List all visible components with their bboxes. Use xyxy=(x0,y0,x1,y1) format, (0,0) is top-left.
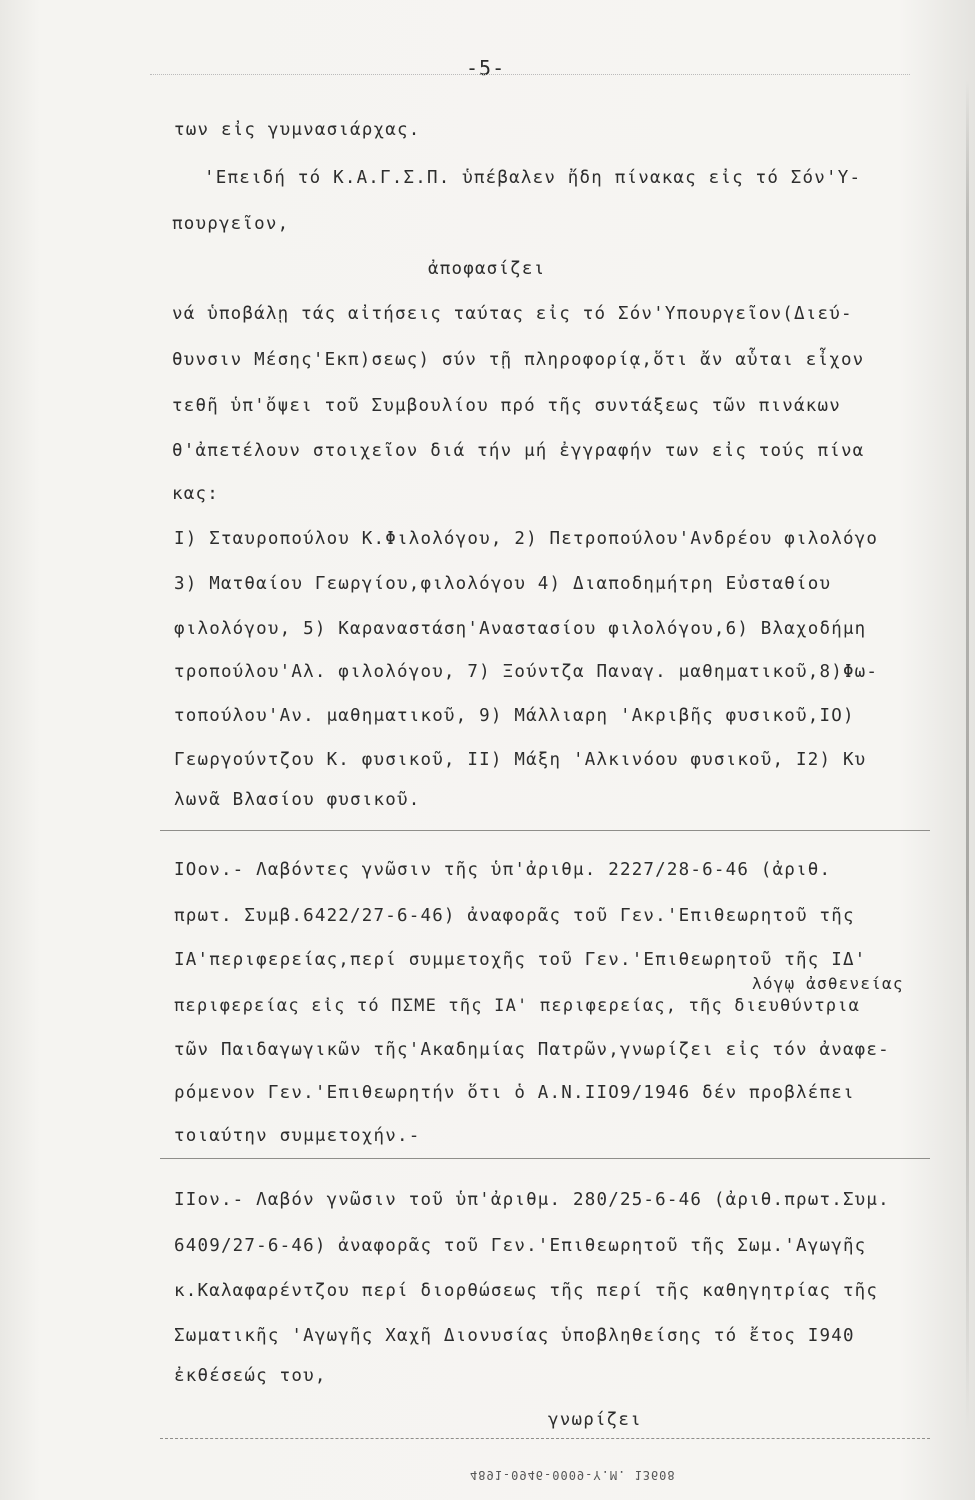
list-line: Γεωργούντζου Κ. φυσικοῦ, II) Μάξη 'Αλκινόου φυσικοῦ, I2) Κυ xyxy=(174,750,867,770)
text-line: κ.Καλαφαρέντζου περί διορθώσεως τῆς περί τῆς καθηγητρίας τῆς xyxy=(174,1281,879,1301)
section-divider xyxy=(160,1158,930,1159)
bottom-rule xyxy=(160,1438,930,1439)
list-line: φιλολόγου, 5) Καραναστάση'Αναστασίου φιλολόγου,6) Βλαχοδήμη xyxy=(174,619,867,639)
interlinear-insert: λόγῳ ἀσθενείας xyxy=(752,974,904,993)
text-line: 'Επειδή τό Κ.Α.Γ.Σ.Π. ὑπέβαλεν ἤδη πίνακας εἰς τό Σόν'Υ- xyxy=(204,168,862,188)
text-line: περιφερείας εἰς τό ΠΣΜΕ τῆς ΙΑ' περιφερείας, τῆς διευθύντρια xyxy=(174,996,861,1016)
text-line: τεθῆ ὑπ'ὄψει τοῦ Συμβουλίου πρό τῆς συντάξεως τῶν πινάκων xyxy=(172,396,841,416)
list-line: I) Σταυροπούλου Κ.Φιλολόγου, 2) Πετροπούλου'Ανδρέου φιλολόγο xyxy=(174,529,879,549)
list-line: τροπούλου'Αλ. φιλολόγου, 7) Ξούντζα Παναγ. μαθηματικοῦ,8)Φω- xyxy=(174,662,879,682)
text-line: πουργεῖον, xyxy=(172,214,290,234)
heading-informs: γνωρίζει xyxy=(548,1410,642,1430)
text-line: νά ὑποβάλῃ τάς αἰτήσεις ταύτας εἰς τό Σόν'Υπουργεῖον(Διεύ- xyxy=(172,304,853,324)
text-line: τῶν Παιδαγωγικῶν τῆς'Ακαδημίας Πατρῶν,γνωρίζει εἰς τόν ἀναφε- xyxy=(174,1040,890,1060)
text-line: 6409/27-6-46) ἀναφορᾶς τοῦ Γεν.'Επιθεωρητοῦ τῆς Σωμ.'Αγωγῆς xyxy=(174,1236,867,1256)
text-line: θυνσιν Μέσης'Εκπ)σεως) σύν τῇ πληροφορίᾳ,ὅτι ἄν αὗται εἶχον xyxy=(172,350,865,370)
section-divider xyxy=(160,830,930,831)
text-line: των εἰς γυμνασιάρχας. xyxy=(174,120,421,140)
page-number: -5- xyxy=(466,56,506,80)
list-line: λωνᾶ Βλασίου φυσικοῦ. xyxy=(174,790,421,810)
text-line: πρωτ. Συμβ.6422/27-6-46) ἀναφορᾶς τοῦ Γεν.'Επιθεωρητοῦ τῆς xyxy=(174,906,855,926)
text-line: ἐκθέσεώς του, xyxy=(174,1366,327,1386)
text-line: ΙΑ'περιφερείας,περί συμμετοχῆς τοῦ Γεν.'Επιθεωρητοῦ τῆς ΙΔ' xyxy=(174,950,867,970)
heading-decides: ἀποφασίζει xyxy=(428,259,546,279)
list-line: 3) Ματθαίου Γεωργίου,φιλολόγου 4) Διαποδημήτρη Εὐσταθίου xyxy=(174,574,832,594)
text-line: κας: xyxy=(172,484,219,504)
page-edge-shadow xyxy=(966,80,969,1430)
text-line: τοιαύτην συμμετοχήν.- xyxy=(174,1126,421,1146)
text-line: Σωματικῆς 'Αγωγῆς Χαχῆ Διονυσίας ὑποβληθείσης τό ἔτος I940 xyxy=(174,1326,855,1346)
list-line: τοπούλου'Αν. μαθηματικοῦ, 9) Μάλλιαρη 'Ακριβῆς φυσικοῦ,IO) xyxy=(174,706,855,726)
text-line: IOον.- Λαβόντες γνῶσιν τῆς ὑπ'ἀριθμ. 2227/28-6-46 (ἀριθ. xyxy=(174,860,832,880)
text-line: ρόμενον Γεν.'Επιθεωρητήν ὅτι ὁ Α.Ν.ΙΙΟ9/1946 δέν προβλέπει xyxy=(174,1083,855,1103)
mirrored-footer-print: 4891-0946-0009-Υ.Μ. 13608 xyxy=(470,1468,676,1482)
text-line: IIον.- Λαβόν γνῶσιν τοῦ ὑπ'ἀριθμ. 280/25-6-46 (ἀριθ.πρωτ.Συμ. xyxy=(174,1190,890,1210)
top-dotted-rule xyxy=(150,74,910,76)
text-line: θ'ἀπετέλουν στοιχεῖον διά τήν μή ἐγγραφήν των εἰς τούς πίνα xyxy=(172,441,865,461)
